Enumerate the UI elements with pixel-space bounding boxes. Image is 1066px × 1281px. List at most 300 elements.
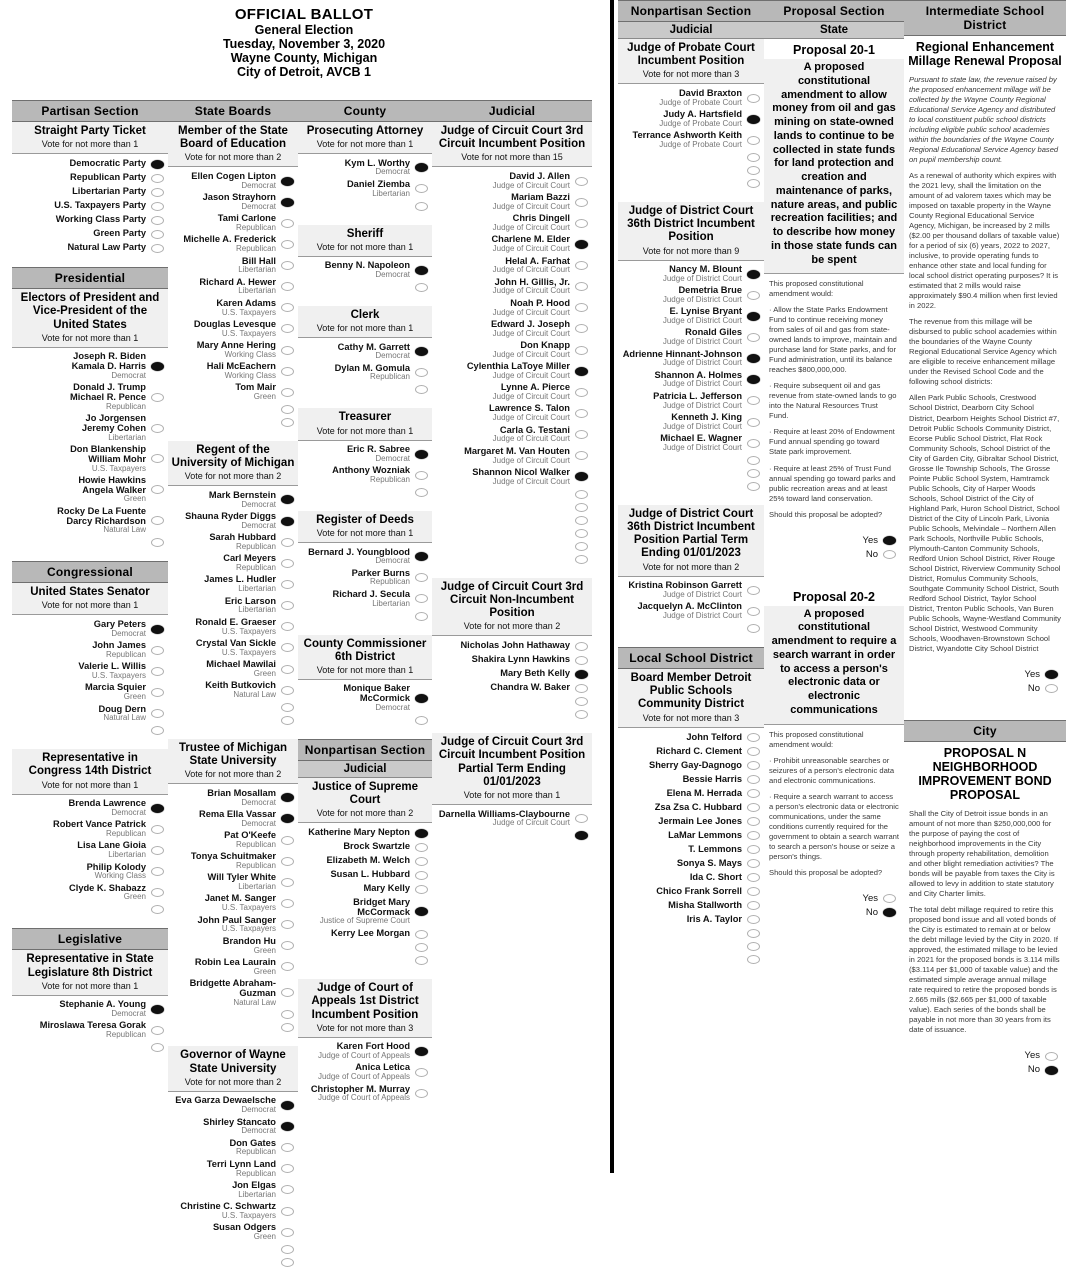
write-in-row[interactable] (432, 527, 592, 540)
vote-oval-filled[interactable] (151, 625, 164, 634)
vote-oval[interactable] (151, 174, 164, 183)
vote-oval[interactable] (151, 688, 164, 697)
candidate-row[interactable] (618, 285, 764, 306)
candidate-row[interactable] (12, 157, 168, 171)
vote-oval[interactable] (281, 857, 294, 866)
vote-oval[interactable] (415, 573, 428, 582)
candidate-row[interactable] (168, 1222, 298, 1243)
vote-option-no[interactable] (768, 548, 900, 562)
vote-oval[interactable] (747, 418, 760, 427)
candidate-row[interactable] (298, 683, 432, 714)
candidate-row[interactable] (618, 390, 764, 411)
vote-oval[interactable] (281, 920, 294, 929)
candidate-row[interactable] (168, 553, 298, 574)
candidate-row[interactable] (12, 241, 168, 255)
vote-oval[interactable] (883, 550, 896, 559)
vote-oval[interactable] (281, 303, 294, 312)
candidate-row[interactable] (12, 640, 168, 661)
candidate-row[interactable] (168, 956, 298, 977)
candidate-row[interactable] (12, 1020, 168, 1041)
vote-oval-filled[interactable] (415, 694, 428, 703)
vote-oval[interactable] (281, 988, 294, 997)
vote-oval[interactable] (747, 291, 760, 300)
vote-oval[interactable] (281, 1228, 294, 1237)
candidate-row[interactable] (432, 297, 592, 318)
vote-oval[interactable] (575, 219, 588, 228)
vote-oval[interactable] (281, 1023, 294, 1032)
write-in-row[interactable] (432, 829, 592, 842)
candidate-row[interactable] (618, 815, 764, 829)
vote-oval-filled[interactable] (415, 347, 428, 356)
candidate-row[interactable] (168, 489, 298, 510)
vote-oval-filled[interactable] (747, 270, 760, 279)
vote-oval[interactable] (151, 667, 164, 676)
vote-oval[interactable] (747, 166, 760, 175)
candidate-row[interactable] (432, 681, 592, 695)
candidate-row[interactable] (298, 1062, 432, 1083)
candidate-row[interactable] (298, 882, 432, 896)
candidate-row[interactable] (618, 327, 764, 348)
vote-oval[interactable] (415, 885, 428, 894)
candidate-row[interactable] (298, 840, 432, 854)
write-in-row[interactable] (298, 610, 432, 623)
candidate-row[interactable] (12, 861, 168, 882)
vote-oval[interactable] (747, 469, 760, 478)
vote-oval[interactable] (281, 1143, 294, 1152)
candidate-row[interactable] (618, 787, 764, 801)
vote-oval[interactable] (883, 894, 896, 903)
candidate-row[interactable] (168, 511, 298, 532)
candidate-row[interactable] (618, 130, 764, 151)
vote-oval-filled[interactable] (883, 536, 896, 545)
candidate-row[interactable] (618, 306, 764, 327)
candidate-row[interactable] (432, 667, 592, 681)
vote-oval[interactable] (281, 1164, 294, 1173)
write-in-row[interactable] (618, 151, 764, 164)
vote-oval[interactable] (151, 1026, 164, 1035)
vote-oval[interactable] (747, 831, 760, 840)
vote-oval[interactable] (151, 188, 164, 197)
vote-oval[interactable] (747, 439, 760, 448)
write-in-row[interactable] (432, 553, 592, 566)
vote-oval[interactable] (747, 803, 760, 812)
candidate-row[interactable] (168, 872, 298, 893)
write-in-row[interactable] (168, 1021, 298, 1034)
vote-oval[interactable] (415, 843, 428, 852)
vote-oval[interactable] (415, 716, 428, 725)
vote-oval[interactable] (281, 346, 294, 355)
candidate-row[interactable] (298, 546, 432, 567)
vote-oval[interactable] (575, 516, 588, 525)
candidate-row[interactable] (432, 318, 592, 339)
vote-oval[interactable] (415, 385, 428, 394)
vote-oval[interactable] (281, 836, 294, 845)
candidate-row[interactable] (12, 840, 168, 861)
vote-oval[interactable] (575, 503, 588, 512)
candidate-row[interactable] (298, 826, 432, 840)
vote-oval[interactable] (575, 529, 588, 538)
vote-oval[interactable] (747, 396, 760, 405)
candidate-row[interactable] (12, 882, 168, 903)
candidate-row[interactable] (618, 601, 764, 622)
candidate-row[interactable] (168, 234, 298, 255)
vote-oval[interactable] (151, 454, 164, 463)
vote-oval[interactable] (151, 393, 164, 402)
vote-oval[interactable] (151, 485, 164, 494)
vote-oval[interactable] (1045, 1052, 1058, 1061)
candidate-row[interactable] (432, 340, 592, 361)
write-in-row[interactable] (168, 1256, 298, 1269)
vote-oval[interactable] (151, 538, 164, 547)
candidate-row[interactable] (168, 361, 298, 382)
candidate-row[interactable] (12, 413, 168, 444)
vote-oval[interactable] (281, 240, 294, 249)
candidate-row[interactable] (298, 362, 432, 383)
write-in-row[interactable] (168, 1243, 298, 1256)
vote-oval[interactable] (415, 1089, 428, 1098)
candidate-row[interactable] (12, 703, 168, 724)
vote-oval[interactable] (575, 697, 588, 706)
write-in-row[interactable] (432, 540, 592, 553)
vote-oval[interactable] (575, 814, 588, 823)
vote-oval[interactable] (747, 607, 760, 616)
vote-oval[interactable] (747, 733, 760, 742)
vote-oval[interactable] (575, 261, 588, 270)
vote-option-yes[interactable] (768, 892, 900, 906)
write-in-row[interactable] (618, 940, 764, 953)
vote-oval[interactable] (281, 941, 294, 950)
vote-oval[interactable] (281, 1258, 294, 1267)
vote-oval-filled[interactable] (575, 670, 588, 679)
vote-oval-filled[interactable] (415, 907, 428, 916)
vote-oval[interactable] (415, 871, 428, 880)
vote-oval[interactable] (415, 943, 428, 952)
vote-oval[interactable] (747, 789, 760, 798)
write-in-row[interactable] (432, 514, 592, 527)
vote-oval[interactable] (747, 887, 760, 896)
candidate-row[interactable] (12, 819, 168, 840)
candidate-row[interactable] (432, 255, 592, 276)
vote-oval[interactable] (281, 282, 294, 291)
vote-oval[interactable] (281, 405, 294, 414)
write-in-row[interactable] (12, 724, 168, 737)
candidate-row[interactable] (618, 412, 764, 433)
candidate-row[interactable] (168, 532, 298, 553)
write-in-row[interactable] (432, 488, 592, 501)
candidate-row[interactable] (298, 854, 432, 868)
vote-option-yes[interactable] (908, 1049, 1062, 1063)
write-in-row[interactable] (618, 480, 764, 493)
candidate-row[interactable] (618, 885, 764, 899)
write-in-row[interactable] (618, 164, 764, 177)
vote-oval[interactable] (281, 622, 294, 631)
candidate-row[interactable] (12, 505, 168, 536)
candidate-row[interactable] (12, 351, 168, 382)
candidate-row[interactable] (618, 87, 764, 108)
vote-oval[interactable] (747, 761, 760, 770)
candidate-row[interactable] (168, 914, 298, 935)
vote-oval[interactable] (415, 612, 428, 621)
vote-oval-filled[interactable] (151, 160, 164, 169)
candidate-row[interactable] (12, 185, 168, 199)
vote-oval[interactable] (281, 665, 294, 674)
candidate-row[interactable] (168, 1179, 298, 1200)
vote-oval-filled[interactable] (575, 367, 588, 376)
candidate-row[interactable] (298, 465, 432, 486)
candidate-row[interactable] (298, 588, 432, 609)
candidate-row[interactable] (432, 424, 592, 445)
vote-oval[interactable] (747, 179, 760, 188)
vote-oval[interactable] (575, 324, 588, 333)
vote-oval-filled[interactable] (415, 266, 428, 275)
vote-oval-filled[interactable] (575, 831, 588, 840)
vote-oval-filled[interactable] (747, 312, 760, 321)
candidate-row[interactable] (298, 927, 432, 941)
candidate-row[interactable] (618, 857, 764, 871)
vote-oval[interactable] (415, 594, 428, 603)
vote-oval[interactable] (747, 482, 760, 491)
candidate-row[interactable] (12, 798, 168, 819)
write-in-row[interactable] (298, 941, 432, 954)
vote-oval[interactable] (151, 1043, 164, 1052)
vote-oval[interactable] (747, 845, 760, 854)
candidate-row[interactable] (12, 999, 168, 1020)
write-in-row[interactable] (618, 622, 764, 635)
candidate-row[interactable] (618, 369, 764, 390)
vote-oval[interactable] (151, 867, 164, 876)
vote-oval[interactable] (747, 873, 760, 882)
vote-oval[interactable] (575, 388, 588, 397)
vote-oval[interactable] (747, 859, 760, 868)
vote-oval[interactable] (747, 942, 760, 951)
candidate-row[interactable] (168, 616, 298, 637)
candidate-row[interactable] (12, 227, 168, 241)
vote-oval[interactable] (281, 962, 294, 971)
candidate-row[interactable] (618, 871, 764, 885)
write-in-row[interactable] (168, 416, 298, 429)
vote-oval-filled[interactable] (883, 908, 896, 917)
candidate-row[interactable] (432, 403, 592, 424)
vote-oval[interactable] (747, 929, 760, 938)
candidate-row[interactable] (168, 637, 298, 658)
vote-oval-filled[interactable] (747, 375, 760, 384)
vote-oval[interactable] (281, 716, 294, 725)
candidate-row[interactable] (168, 213, 298, 234)
vote-oval-filled[interactable] (415, 163, 428, 172)
candidate-row[interactable] (618, 773, 764, 787)
vote-oval[interactable] (281, 367, 294, 376)
candidate-row[interactable] (298, 1041, 432, 1062)
vote-oval[interactable] (415, 956, 428, 965)
vote-oval[interactable] (1045, 684, 1058, 693)
vote-oval[interactable] (151, 846, 164, 855)
vote-oval[interactable] (281, 324, 294, 333)
vote-oval-filled[interactable] (151, 804, 164, 813)
candidate-row[interactable] (618, 433, 764, 454)
vote-oval-filled[interactable] (575, 240, 588, 249)
write-in-row[interactable] (432, 501, 592, 514)
vote-option-no[interactable] (908, 1063, 1062, 1077)
candidate-row[interactable] (12, 682, 168, 703)
candidate-row[interactable] (298, 157, 432, 178)
vote-oval[interactable] (151, 888, 164, 897)
candidate-row[interactable] (298, 567, 432, 588)
vote-oval[interactable] (415, 184, 428, 193)
vote-oval-filled[interactable] (747, 115, 760, 124)
vote-oval[interactable] (281, 580, 294, 589)
write-in-row[interactable] (298, 200, 432, 213)
candidate-row[interactable] (432, 213, 592, 234)
vote-option-no[interactable] (908, 682, 1062, 696)
vote-oval[interactable] (151, 202, 164, 211)
candidate-row[interactable] (168, 1095, 298, 1116)
write-in-row[interactable] (12, 1041, 168, 1054)
vote-oval-filled[interactable] (1045, 670, 1058, 679)
write-in-row[interactable] (12, 536, 168, 549)
vote-oval[interactable] (281, 1245, 294, 1254)
vote-oval[interactable] (575, 409, 588, 418)
vote-oval[interactable] (415, 471, 428, 480)
vote-oval[interactable] (747, 586, 760, 595)
vote-oval[interactable] (151, 216, 164, 225)
vote-oval[interactable] (747, 747, 760, 756)
vote-oval-filled[interactable] (281, 177, 294, 186)
vote-oval-filled[interactable] (747, 354, 760, 363)
vote-oval-filled[interactable] (151, 362, 164, 371)
vote-oval[interactable] (575, 684, 588, 693)
candidate-row[interactable] (168, 787, 298, 808)
vote-oval[interactable] (151, 244, 164, 253)
candidate-row[interactable] (168, 978, 298, 1009)
vote-oval[interactable] (415, 202, 428, 211)
vote-oval-filled[interactable] (281, 1101, 294, 1110)
vote-oval[interactable] (747, 136, 760, 145)
candidate-row[interactable] (432, 808, 592, 829)
candidate-row[interactable] (432, 445, 592, 466)
vote-oval[interactable] (415, 368, 428, 377)
candidate-row[interactable] (12, 199, 168, 213)
candidate-row[interactable] (12, 444, 168, 475)
candidate-row[interactable] (168, 851, 298, 872)
vote-oval[interactable] (747, 915, 760, 924)
vote-oval[interactable] (281, 878, 294, 887)
vote-oval[interactable] (281, 559, 294, 568)
vote-oval[interactable] (575, 346, 588, 355)
write-in-row[interactable] (618, 927, 764, 940)
candidate-row[interactable] (168, 574, 298, 595)
candidate-row[interactable] (168, 680, 298, 701)
write-in-row[interactable] (432, 695, 592, 708)
vote-oval[interactable] (747, 901, 760, 910)
candidate-row[interactable] (168, 192, 298, 213)
vote-oval[interactable] (747, 153, 760, 162)
write-in-row[interactable] (298, 383, 432, 396)
candidate-row[interactable] (168, 808, 298, 829)
candidate-row[interactable] (432, 276, 592, 297)
vote-oval[interactable] (281, 261, 294, 270)
vote-oval-filled[interactable] (415, 552, 428, 561)
write-in-row[interactable] (168, 701, 298, 714)
vote-oval[interactable] (281, 418, 294, 427)
vote-oval[interactable] (151, 424, 164, 433)
vote-oval[interactable] (151, 230, 164, 239)
candidate-row[interactable] (618, 580, 764, 601)
vote-oval[interactable] (281, 538, 294, 547)
vote-oval[interactable] (575, 303, 588, 312)
candidate-row[interactable] (618, 913, 764, 927)
candidate-row[interactable] (298, 178, 432, 199)
candidate-row[interactable] (168, 318, 298, 339)
vote-oval[interactable] (281, 643, 294, 652)
candidate-row[interactable] (432, 234, 592, 255)
vote-oval-filled[interactable] (415, 450, 428, 459)
vote-oval[interactable] (747, 456, 760, 465)
vote-oval[interactable] (747, 955, 760, 964)
vote-oval[interactable] (575, 177, 588, 186)
candidate-row[interactable] (432, 653, 592, 667)
vote-oval-filled[interactable] (281, 814, 294, 823)
candidate-row[interactable] (618, 348, 764, 369)
candidate-row[interactable] (168, 382, 298, 403)
vote-oval[interactable] (151, 709, 164, 718)
write-in-row[interactable] (618, 467, 764, 480)
candidate-row[interactable] (618, 109, 764, 130)
candidate-row[interactable] (168, 1137, 298, 1158)
vote-oval[interactable] (575, 542, 588, 551)
candidate-row[interactable] (168, 830, 298, 851)
candidate-row[interactable] (298, 896, 432, 927)
vote-oval[interactable] (281, 1207, 294, 1216)
vote-oval[interactable] (151, 825, 164, 834)
candidate-row[interactable] (432, 639, 592, 653)
candidate-row[interactable] (618, 731, 764, 745)
candidate-row[interactable] (432, 192, 592, 213)
candidate-row[interactable] (12, 474, 168, 505)
vote-oval-filled[interactable] (281, 1122, 294, 1131)
candidate-row[interactable] (618, 899, 764, 913)
write-in-row[interactable] (12, 903, 168, 916)
vote-oval[interactable] (415, 857, 428, 866)
candidate-row[interactable] (618, 829, 764, 843)
candidate-row[interactable] (432, 466, 592, 487)
candidate-row[interactable] (298, 444, 432, 465)
vote-oval-filled[interactable] (151, 1005, 164, 1014)
write-in-row[interactable] (618, 177, 764, 190)
vote-oval[interactable] (575, 710, 588, 719)
write-in-row[interactable] (298, 714, 432, 727)
candidate-row[interactable] (168, 1116, 298, 1137)
write-in-row[interactable] (432, 708, 592, 721)
vote-oval[interactable] (747, 817, 760, 826)
vote-oval[interactable] (281, 686, 294, 695)
candidate-row[interactable] (168, 1158, 298, 1179)
vote-oval-filled[interactable] (281, 793, 294, 802)
candidate-row[interactable] (432, 382, 592, 403)
vote-oval[interactable] (575, 490, 588, 499)
candidate-row[interactable] (168, 595, 298, 616)
vote-option-yes[interactable] (768, 534, 900, 548)
vote-oval[interactable] (281, 388, 294, 397)
vote-oval[interactable] (575, 282, 588, 291)
vote-oval[interactable] (281, 601, 294, 610)
candidate-row[interactable] (618, 843, 764, 857)
vote-oval[interactable] (151, 905, 164, 914)
vote-oval[interactable] (415, 930, 428, 939)
vote-oval[interactable] (575, 451, 588, 460)
candidate-row[interactable] (168, 893, 298, 914)
vote-oval[interactable] (281, 1010, 294, 1019)
candidate-row[interactable] (168, 1201, 298, 1222)
